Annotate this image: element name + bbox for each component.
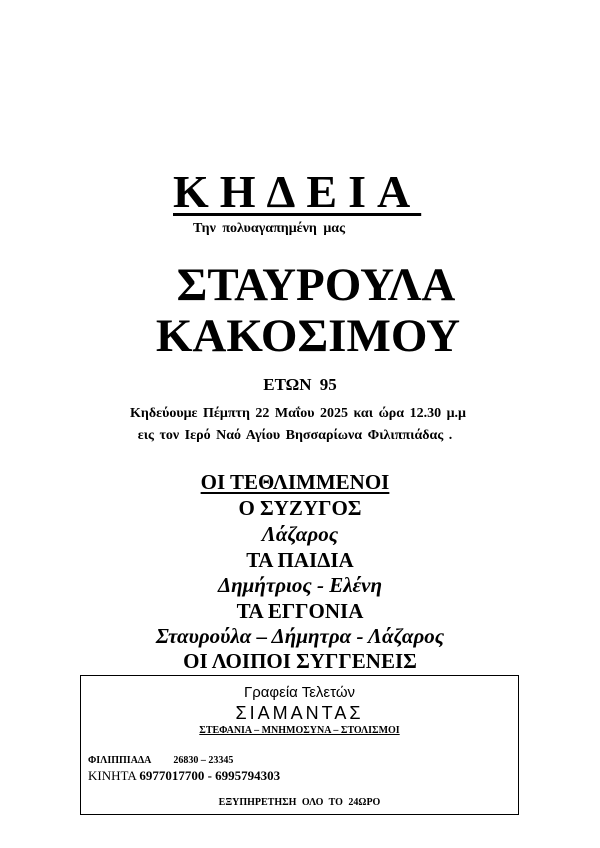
intro-text: Την πολυαγαπημένη μας xyxy=(193,221,346,236)
grandchildren-names: Σταυρούλα – Δήμητρα - Λάζαρος xyxy=(155,624,445,648)
spouse-label: Ο ΣΥΖΥΓΟΣ xyxy=(238,496,362,520)
mourners-heading: ΟΙ ΤΕΘΛΙΜΜΕΝΟΙ xyxy=(200,470,390,494)
service-hours: ΕΞΥΠΗΡΕΤΗΣΗ ΟΛΟ ΤΟ 24ΩΡΟ xyxy=(218,797,381,808)
grandchildren-label: ΤΑ ΕΓΓΟΝΙΑ xyxy=(236,599,364,623)
spouse-name: Λάζαρος xyxy=(261,522,339,546)
deceased-first-name: ΣΤΑΥΡΟΥΛΑ xyxy=(176,259,456,311)
age-text: ΕΤΩΝ 95 xyxy=(263,375,337,394)
funeral-home-services: ΣΤΕΦΑΝΙΑ – ΜΝΗΜΟΣΥΝΑ – ΣΤΟΛΙΣΜΟΙ xyxy=(199,725,400,736)
mobile-phones xyxy=(88,768,280,784)
funeral-home-box xyxy=(80,675,519,815)
children-names: Δημήτριος - Ελένη xyxy=(217,573,382,597)
notice-title: ΚΗΔΕΙΑ xyxy=(173,166,422,217)
funeral-time-text: Κηδεύουμε Πέμπτη 22 Μαΐου 2025 και ώρα 12.30 μ.μ xyxy=(130,406,466,421)
landline-phone xyxy=(88,755,233,766)
mobile-label: ΚΙΝΗΤΑ xyxy=(88,768,137,783)
mobile-numbers: 6977017700 - 6995794303 xyxy=(139,768,281,783)
deceased-last-name: ΚΑΚΟΣΙΜΟΥ xyxy=(155,310,461,362)
landline-label: ΦΙΛΙΠΠΙΑΔΑ xyxy=(88,755,152,766)
funeral-home-brand: ΣΙΑΜΑΝΤΑΣ xyxy=(235,703,364,723)
children-label: ΤΑ ΠΑΙΔΙΑ xyxy=(246,548,354,572)
funeral-location-text: εις τον Ιερό Ναό Αγίου Βησσαρίωνα Φιλιππιάδας . xyxy=(137,428,453,443)
other-relatives: ΟΙ ΛΟΙΠΟΙ ΣΥΓΓΕΝΕΙΣ xyxy=(183,649,417,673)
funeral-home-name: Γραφεία Τελετών xyxy=(243,684,356,701)
landline-number: 26830 – 23345 xyxy=(173,755,234,766)
